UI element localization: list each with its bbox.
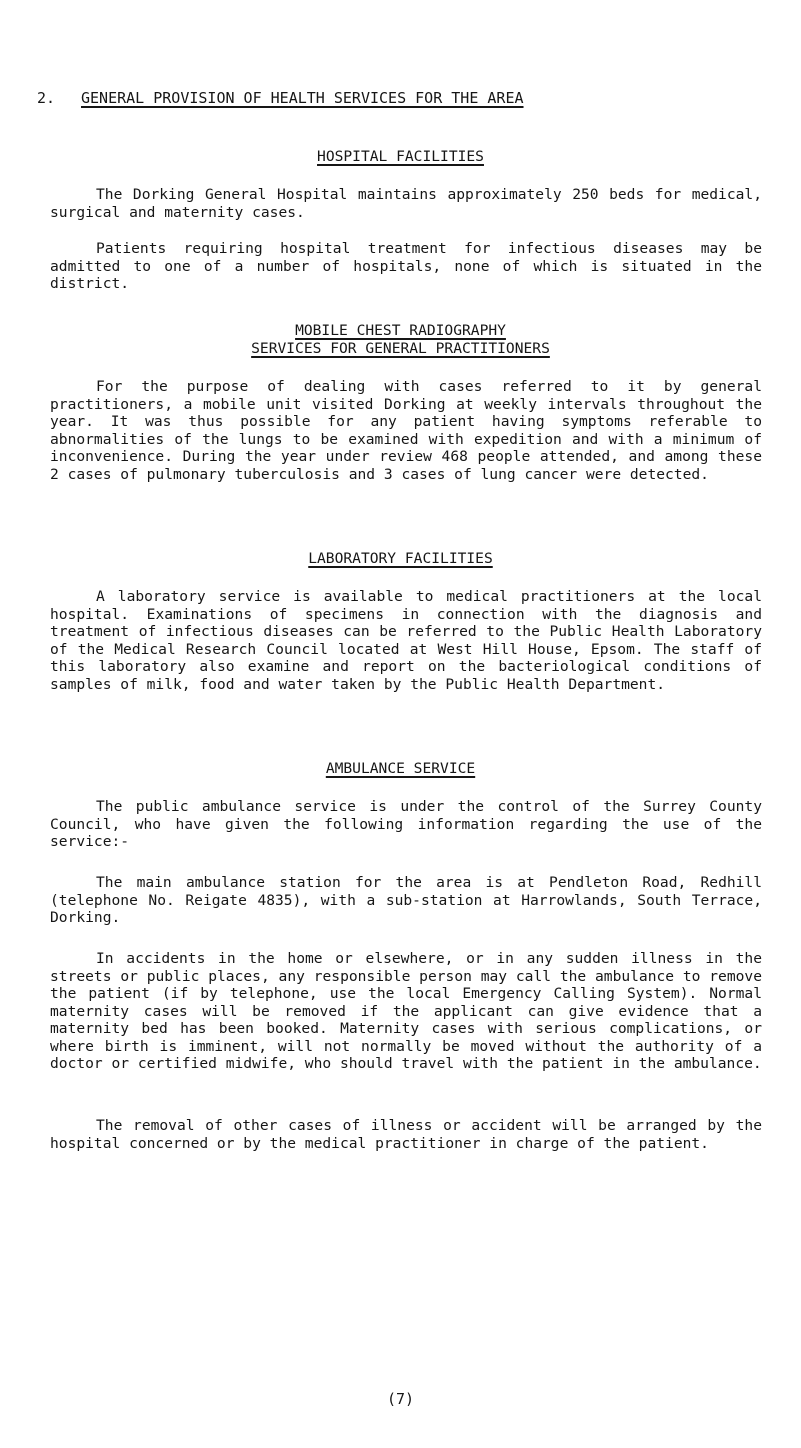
- section-heading-laboratory-facilities: LABORATORY FACILITIES: [308, 550, 493, 567]
- page-number: (7): [386, 1390, 415, 1408]
- chapter-heading: [37, 90, 767, 108]
- paragraph-ambulance-control: The public ambulance service is under the control of the Surrey County Council, who have given the following information regarding the use of the service:-: [50, 798, 762, 850]
- chapter-title: GENERAL PROVISION OF HEALTH SERVICES FOR THE AREA: [81, 89, 524, 107]
- section-heading-mobile-chest-radiography: MOBILE CHEST RADIOGRAPHY: [295, 322, 506, 339]
- section-heading-hospital-facilities: HOSPITAL FACILITIES: [317, 148, 484, 165]
- paragraph-accidents: In accidents in the home or elsewhere, or in any sudden illness in the streets or public places, any responsible person may call the ambulance to remove the patient (if by telephone, use the local Emergency Calling System). Normal maternity cases will be removed if the applicant can give evidence that a maternity bed has been booked. Maternity cases with serious complications, or where birth is imminent, will not normally be moved without the authority of a doctor or certified midwife, who should travel with the patient in the ambulance.: [50, 950, 762, 1072]
- paragraph-infectious-diseases: Patients requiring hospital treatment for infectious diseases may be admitted to one of a number of hospitals, none of which is situated in the district.: [50, 240, 762, 292]
- paragraph-mobile-unit: For the purpose of dealing with cases referred to it by general practitioners, a mobile unit visited Dorking at weekly intervals throughout the year. It was thus possible for any patient having symptoms referable to abnormalities of the lungs to be examined with expedition and with a minimum of inconvenience. During the year under review 468 people attended, and among these 2 cases of pulmonary tuberculosis and 3 cases of lung cancer were detected.: [50, 378, 762, 483]
- paragraph-ambulance-station: The main ambulance station for the area is at Pendleton Road, Redhill (telephone No. Reigate 4835), with a sub-station at Harrowlands, South Terrace, Dorking.: [50, 874, 762, 926]
- section-heading-ambulance-service: AMBULANCE SERVICE: [325, 760, 476, 777]
- paragraph-laboratory-service: A laboratory service is available to medical practitioners at the local hospital. Examinations of specimens in connection with the diagnosis and treatment of infectious diseases can be referred to the Public Health Laboratory of the Medical Research Council located at West Hill House, Epsom. The staff of this laboratory also examine and report on the bacteriological conditions of samples of milk, food and water taken by the Public Health Department.: [50, 588, 762, 693]
- section-heading-services-for-gps: SERVICES FOR GENERAL PRACTITIONERS: [251, 340, 550, 357]
- paragraph-other-removals: The removal of other cases of illness or accident will be arranged by the hospital concerned or by the medical practitioner in charge of the patient.: [50, 1117, 762, 1152]
- chapter-number: 2.: [37, 89, 56, 107]
- paragraph-hospital-beds: The Dorking General Hospital maintains approximately 250 beds for medical, surgical and maternity cases.: [50, 186, 762, 221]
